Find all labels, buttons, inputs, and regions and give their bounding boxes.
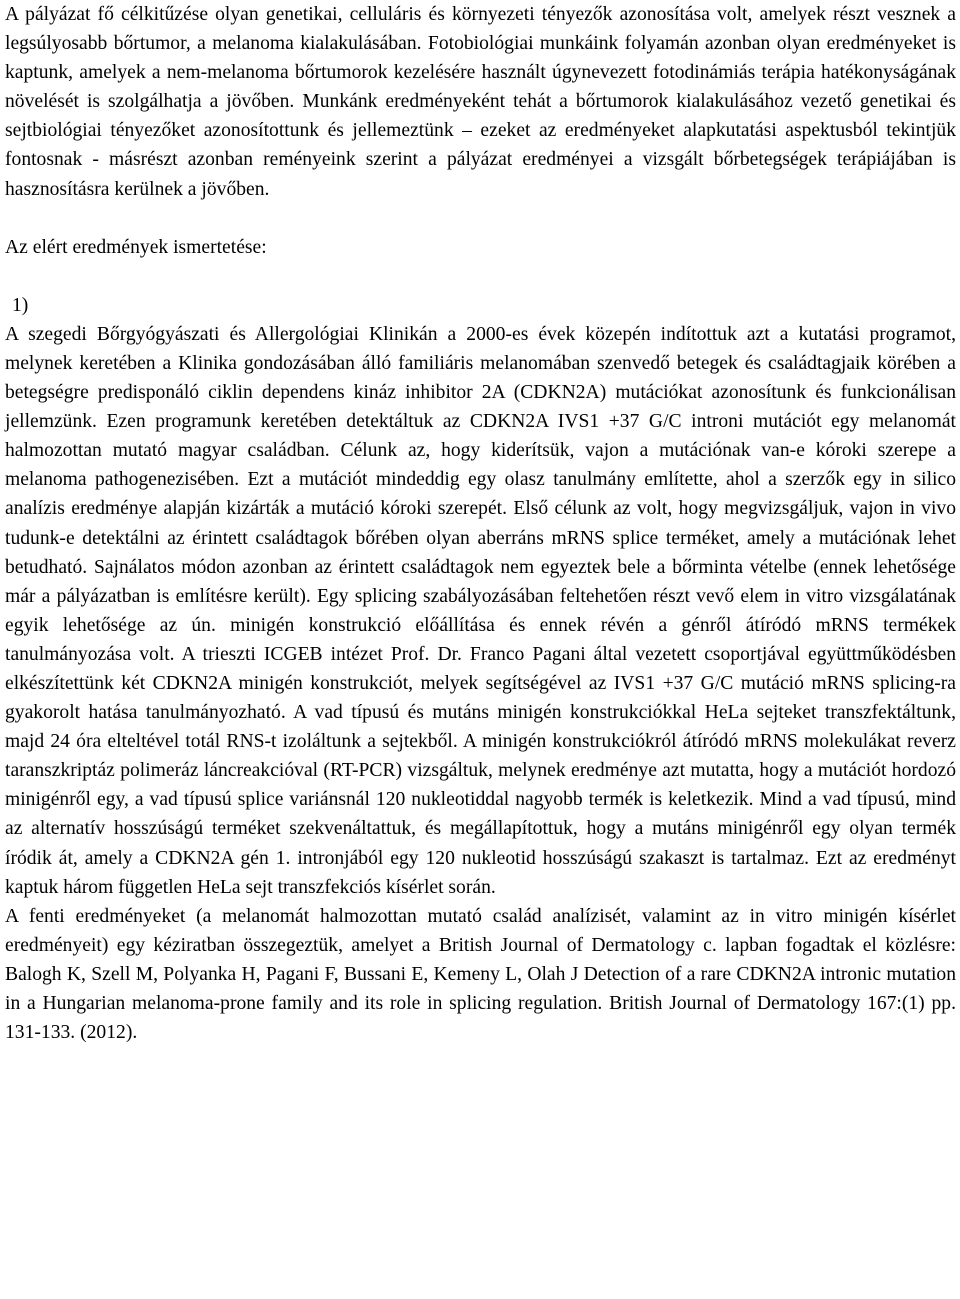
section-heading: Az elért eredmények ismertetése: (5, 236, 267, 258)
item-number: 1) (12, 294, 29, 316)
document-page (5, 0, 956, 1047)
paragraph-gap (5, 262, 956, 291)
intro-paragraph: A pályázat fő célkitűzése olyan genetikai, celluláris és környezeti tényezők azonosítása volt, amelyek részt vesznek a legsúlyosabb bőrtumor, a melanoma kialakulásában. Fotobiológiai munkáink folyamán azonban olyan eredményeket is kaptunk, amelyek a nem-melanoma bőrtumorok kezelésére használt úgynevezett fotodinámiás terápia hatékonyságának növelését is szolgálhatja a jövőben. Munkánk eredményeként tehát a bőrtumorok kialakulásához vezető genetikai és sejtbiológiai tényezőket azonosítottunk és jellemeztünk – ezeket az eredményeket alapkutatási aspektusból tekintjük fontosnak - másrészt azonban reményeink szerint a pályázat eredményei a vizsgált bőrbetegségek terápiájában is hasznosításra kerülnek a jövőben. (5, 4, 956, 200)
paragraph-gap (5, 204, 956, 233)
item-paragraph-1: A szegedi Bőrgyógyászati és Allergológiai Klinikán a 2000-es évek közepén indítottuk azt a kutatási programot, melynek keretében a Klinika gondozásában álló familiáris melanomában szenvedő betegek és családtagjaik körében a betegségre predisponáló ciklin dependens kináz inhibitor 2A (CDKN2A) mutációkat azonosítunk és funkcionálisan jellemzünk. Ezen programunk keretében detektáltuk az CDKN2A IVS1 +37 G/C introni mutációt egy melanomát halmozottan mutató magyar családban. Célunk az, hogy kiderítsük, vajon a mutációnak van-e kóroki szerepe a melanoma pathogenezisében. Ezt a mutációt mindeddig egy olasz tanulmány említette, ahol a szerzők egy in silico analízis eredménye alapján kizárták a mutáció kóroki szerepét. Első célunk az volt, hogy megvizsgáljuk, vajon in vivo tudunk-e detektálni az érintett családtagok bőrében olyan aberráns mRNS splice terméket, amely a mutációnak lehet betudható. Sajnálatos módon azonban az érintett családtagok nem egyeztek bele a bőrminta vételbe (ennek lehetősége már a pályázatban is említésre került). Egy splicing szabályozásában feltehetően részt vevő elem in vitro vizsgálatának egyik lehetősége az ún. minigén konstrukció előállítása és ennek révén a génről átíródó mRNS termékek tanulmányozása volt. A trieszti ICGEB intézet Prof. Dr. Franco Pagani által vezetett csoportjával együttműködésben elkészítettünk két CDKN2A minigén konstrukciót, melyek segítségével az IVS1 +37 G/C mutáció mRNS splicing-ra gyakorolt hatása tanulmányozható. A vad típusú és mutáns minigén konstrukciókkal HeLa sejteket transzfektáltunk, majd 24 óra elteltével totál RNS-t izoláltunk a sejtekből. A minigén konstrukciókról átíródó mRNS molekulákat reverz taranszkriptáz polimeráz láncreakcióval (RT-PCR) vizsgáltuk, melynek eredménye azt mutatta, hogy a mutációt hordozó minigénről egy, a vad típusú splice variánsnál 120 nukleotiddal nagyobb termék is keletkezik. Mind a vad típusú, mind az alternatív hosszúságú terméket szekvenáltattuk, és megállapítottuk, hogy a mutáns minigénről egy olyan termék íródik át, amely a CDKN2A gén 1. intronjából egy 120 nukleotid hosszúságú szakaszt is tartalmaz. Ezt az eredményt kaptuk három független HeLa sejt transzfekciós kísérlet során. (5, 323, 956, 898)
item-paragraph-2: A fenti eredményeket (a melanomát halmozottan mutató család analízisét, valamint az in vitro minigén kísérlet eredményeit) egy kéziratban összegeztük, amelyet a British Journal of Dermatology c. lapban fogadtak el közlésre: Balogh K, Szell M, Polyanka H, Pagani F, Bussani E, Kemeny L, Olah J Detection of a rare CDKN2A intronic mutation in a Hungarian melanoma-prone family and its role in splicing regulation. British Journal of Dermatology 167:(1) pp. 131-133. (2012). (5, 905, 956, 1044)
